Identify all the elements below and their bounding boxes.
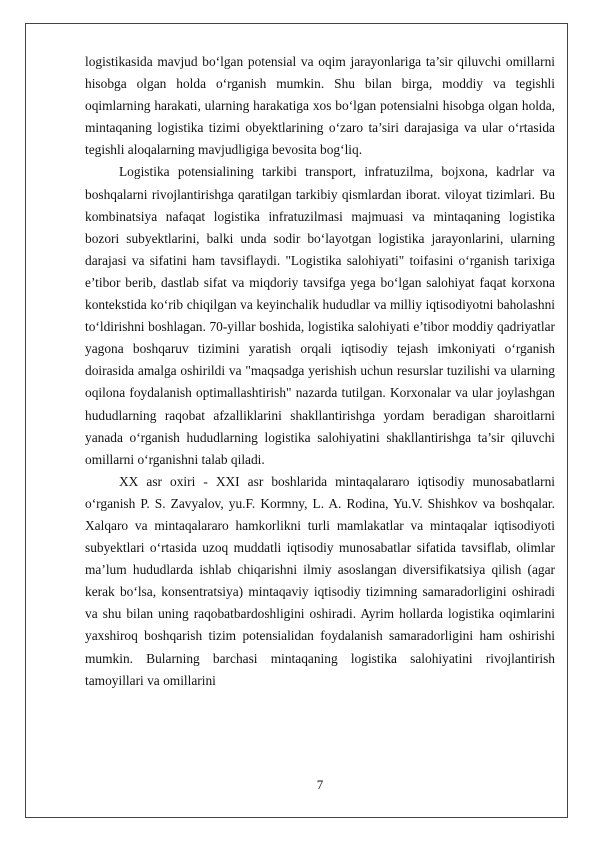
paragraph-1: logistikasida mavjud bo‘lgan potensial va oqim jarayonlariga ta’sir qiluvchi omillarni hisobga olgan holda o‘rganish mumkin. Shu bilan birga, moddiy va tegishli oqimlarning harakati, ularning harakatiga xos bo‘lgan potensialni hisobga olgan holda, mintaqaning logistika tizimi obyektlarining o‘zaro ta’siri darajasiga va ular o‘rtasida tegishli aloqalarning mavjudligiga bevosita bog‘liq. [85, 54, 555, 158]
paragraph-3: XX asr oxiri - XXI asr boshlarida mintaqalararo iqtisodiy munosabatlarni o‘rganish P. S. Zavyalov, yu.F. Kormny, L. A. Rodina, Yu.V. Shishkov va boshqalar. Xalqaro va mintaqalararo hamkorlikni turli mamlakatlar va mintaqalar iqtisodiyoti subyektlari o‘rtasida uzoq muddatli iqtisodiy munosabatlar sifatida tavsiflab, olimlar ma’lum hududlarda ishlab chiqarishni ilmiy asoslangan diversifikatsiya qilish (agar kerak bo‘lsa, konsentratsiya) mintaqaviy iqtisodiy tizimning samaradorligini oshiradi va shu bilan uning raqobatbardoshligini oshiradi. Ayrim hollarda logistika oqimlarini yaxshiroq boshqarish tizim potensialidan foydalanish samaradorligini ham oshirishi mumkin. Bularning barchasi mintaqaning logistika salohiyatini rivojlantirish tamoyillari va omillarini [85, 473, 555, 688]
page-number: 7 [316, 777, 324, 792]
paragraph-2: Logistika potensialining tarkibi transport, infratuzilma, bojxona, kadrlar va boshqalarni rivojlantirishga qaratilgan tarkibiy qismlardan iborat. viloyat tizimlari. Bu kombinatsiya nafaqat logistika infratuzilmasi majmuasi va mintaqaning logistika bozori subyektlarini, balki unda sodir bo‘layotgan logistika jarayonlarini, ularning darajasi va sifatini ham tavsiflaydi. "Logistika salohiyati" toifasini o‘rganish tarixiga e’tibor berib, dastlab sifat va miqdoriy tavsifga yega bo‘lgan salohiyat faqat korxona kontekstida ko‘rib chiqilgan va keyinchalik hududlar va milliy iqtisodiyotni baholashni to‘ldirishni boshlagan. 70-yillar boshida, logistika salohiyati e’tibor moddiy qadriyatlar yagona boshqaruv tizimini yaratish orqali iqtisodiy tejash imkoniyati o‘rganish doirasida amalga oshirildi va "maqsadga yerishish uchun resurslar tuzilishi va ularning oqilona foydalanish optimallashtirish" nazarda tutilgan. Korxonalar va ular joylashgan hududlarning raqobat afzalliklarini shakllantirishga yordam beradigan sharoitlarni yanada o‘rganish hududlarning logistika salohiyatini shakllantirishga ta’sir qiluvchi omillarni o‘rganishni talab qiladi. [85, 164, 555, 467]
document-body [85, 51, 555, 692]
